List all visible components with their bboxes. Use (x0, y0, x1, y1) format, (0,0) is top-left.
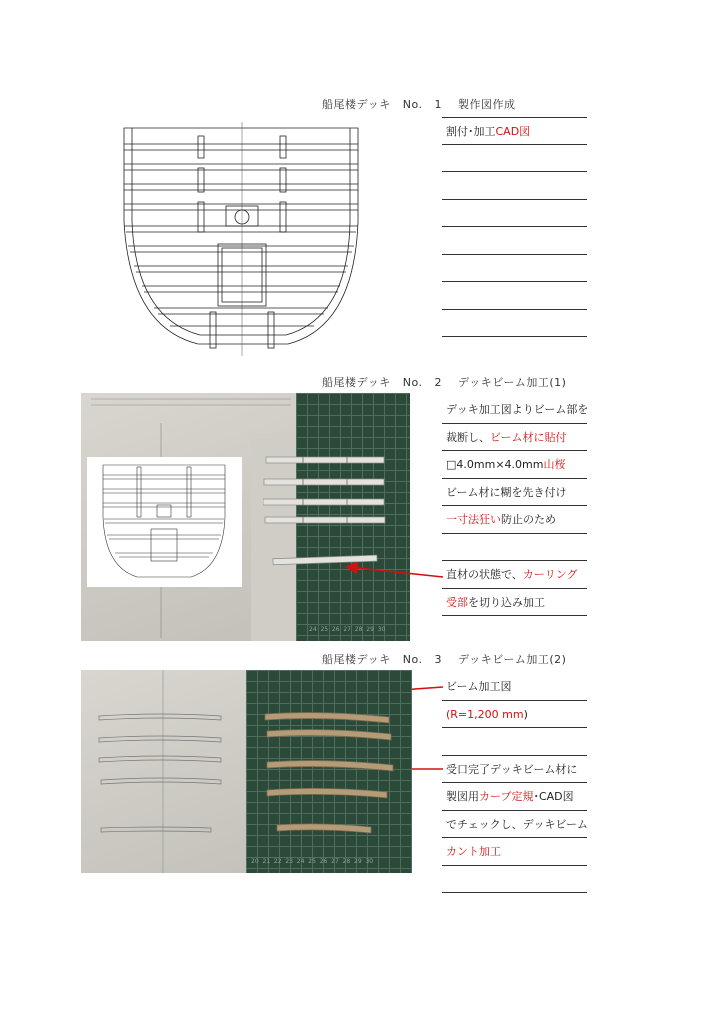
note-row: デッキ加工図よりビーム部を (442, 396, 587, 424)
section-title-1: 船尾楼デッキ No. 1 製作図作成 (322, 98, 516, 111)
note-row: カント加工 (442, 838, 587, 866)
notes-section-3 (442, 673, 587, 893)
note-row: 受口完了デッキビーム材に (442, 756, 587, 784)
note-row: 受部を切り込み加工 (442, 589, 587, 617)
note-row: 割付･加工CAD図 (442, 117, 587, 145)
photo-beam-curving (81, 670, 412, 873)
note-row: 一寸法狂い防止のため (442, 506, 587, 534)
mat-ruler-text: 24 25 26 27 28 29 30 (309, 626, 386, 633)
note-row: ビーム材に糊を先き付け (442, 479, 587, 507)
section-title-2: 船尾楼デッキ No. 2 デッキビーム加工(1) (322, 376, 567, 389)
note-row-blank (442, 728, 587, 756)
note-row: でチェックし、デッキビーム (442, 811, 587, 839)
note-row: 直材の状態で、カーリング (442, 561, 587, 589)
note-row: □4.0mm×4.0mm山桜 (442, 451, 587, 479)
note-row: 裁断し、ビーム材に貼付 (442, 424, 587, 452)
cambered-beams (261, 670, 411, 873)
arrow-curling-notch (348, 567, 443, 577)
note-row: (R=1,200 mm) (442, 701, 587, 729)
note-row-blank (442, 866, 587, 894)
note-row: 製図用カーブ定規･CAD図 (442, 783, 587, 811)
note-row: ビーム加工図 (442, 673, 587, 701)
beam-drawing-on-paper (81, 670, 246, 873)
section-title-3: 船尾楼デッキ No. 3 デッキビーム加工(2) (322, 653, 567, 666)
mat-ruler-text: 20 21 22 23 24 25 26 27 28 29 30 (251, 858, 374, 865)
